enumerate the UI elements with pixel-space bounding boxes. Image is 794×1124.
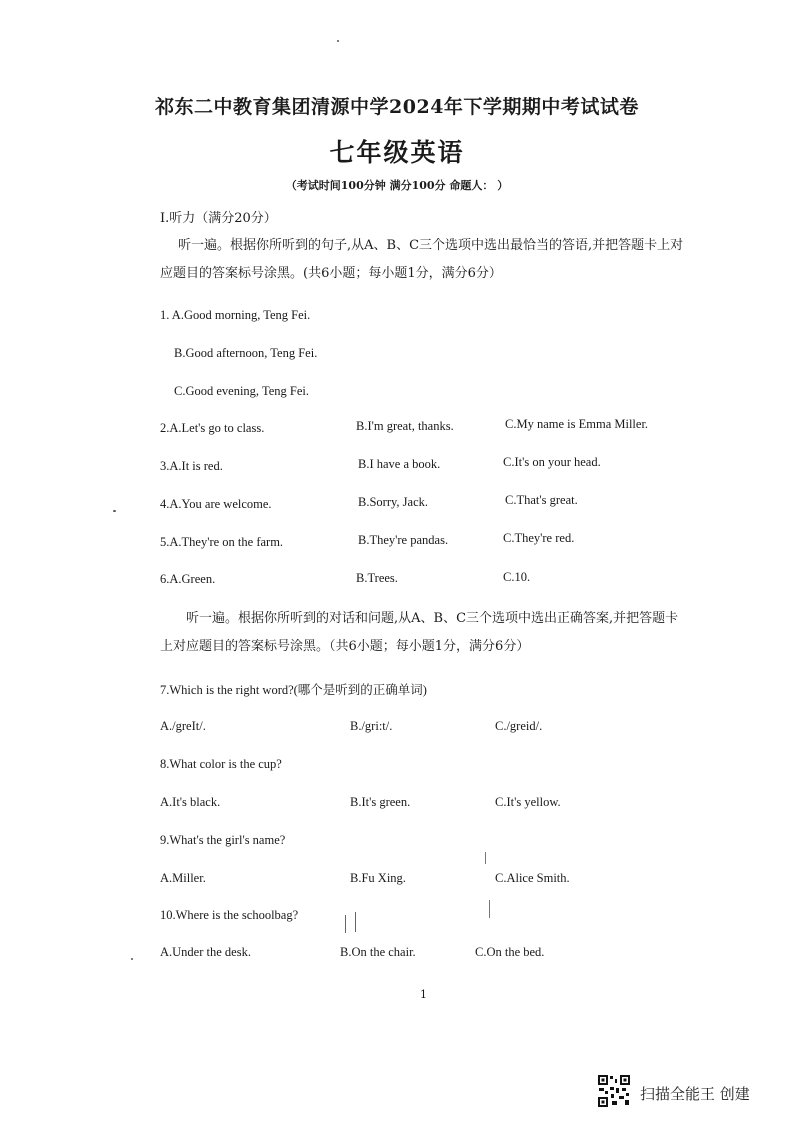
q3-option-a: 3.A.It is red.: [160, 459, 223, 473]
scan-speck: [337, 40, 339, 42]
q1-option-b: B.Good afternoon, Teng Fei.: [174, 346, 318, 360]
part1-instruction: 听一遍。根据你所听到的句子,从A、B、C三个选项中选出最恰当的答语,并把答题卡上对应题目的答案标号涂黑。(共6小题；每小题1分，满分6分）: [160, 238, 684, 281]
q9-option-c: C.Alice Smith.: [495, 871, 570, 885]
q2-option-c: C.My name is Emma Miller.: [505, 417, 649, 431]
q4-option-b: B.Sorry, Jack.: [358, 495, 429, 509]
q3-option-b: B.I have a book.: [358, 457, 441, 471]
q10-stem: 10.Where is the schoolbag?: [160, 908, 299, 922]
q7-option-a: A./greIt/.: [160, 719, 206, 733]
q1-option-c: C.Good evening, Teng Fei.: [174, 384, 309, 398]
q9-option-a: A.Miller.: [160, 871, 206, 885]
q4-option-c: C.That's great.: [505, 493, 578, 507]
q6-option-b: B.Trees.: [356, 571, 398, 585]
q3-option-c: C.It's on your head.: [503, 455, 601, 469]
q10-option-b: B.On the chair.: [340, 945, 416, 959]
page-number: 1: [420, 988, 427, 1001]
part2-instruction: 听一遍。根据你所听到的对话和问题,从A、B、C三个选项中选出正确答案,并把答题卡上对应题目的答案标号涂黑。（共6小题；每小题1分，满分6分）: [160, 611, 679, 654]
q2-option-b: B.I'm great, thanks.: [356, 419, 454, 433]
q8-option-b: B.It's green.: [350, 795, 411, 809]
q8-option-a: A.It's black.: [160, 795, 221, 809]
scan-speck: [489, 900, 490, 918]
q6-option-a: 6.A.Green.: [160, 572, 216, 586]
q5-option-a: 5.A.They're on the farm.: [160, 535, 284, 549]
scan-speck: [355, 912, 356, 932]
q8-stem: 8.What color is the cup?: [160, 757, 282, 771]
q7-option-c: C./greid/.: [495, 719, 543, 733]
exam-subtitle: 七年级英语: [329, 138, 465, 167]
section-heading: Ⅰ.听力（满分20分）: [160, 211, 277, 226]
qr-code-icon: [597, 1074, 631, 1108]
q2-option-a: 2.A.Let's go to class.: [160, 421, 265, 435]
exam-title: 祁东二中教育集团清源中学2024年下学期期中考试试卷: [155, 96, 639, 118]
scan-speck: [345, 915, 346, 933]
q9-option-b: B.Fu Xing.: [350, 871, 406, 885]
q1-option-a: 1. A.Good morning, Teng Fei.: [160, 308, 311, 322]
scanner-watermark: 扫描全能王 创建: [640, 1085, 750, 1103]
q7-option-b: B./gri:t/.: [350, 719, 393, 733]
scan-speck: [113, 510, 116, 512]
q10-option-a: A.Under the desk.: [160, 945, 251, 959]
scan-speck: [131, 958, 133, 960]
q9-stem: 9.What's the girl's name?: [160, 833, 286, 847]
q10-option-c: C.On the bed.: [475, 945, 545, 959]
q5-option-c: C.They're red.: [503, 531, 575, 545]
scan-speck: [485, 852, 486, 864]
q4-option-a: 4.A.You are welcome.: [160, 497, 272, 511]
exam-info: （考试时间100分钟 满分100分 命题人： ）: [285, 179, 509, 192]
q5-option-b: B.They're pandas.: [358, 533, 449, 547]
q7-stem: 7.Which is the right word?(哪个是听到的正确单词): [160, 683, 427, 697]
q6-option-c: C.10.: [503, 570, 531, 584]
q8-option-c: C.It's yellow.: [495, 795, 561, 809]
